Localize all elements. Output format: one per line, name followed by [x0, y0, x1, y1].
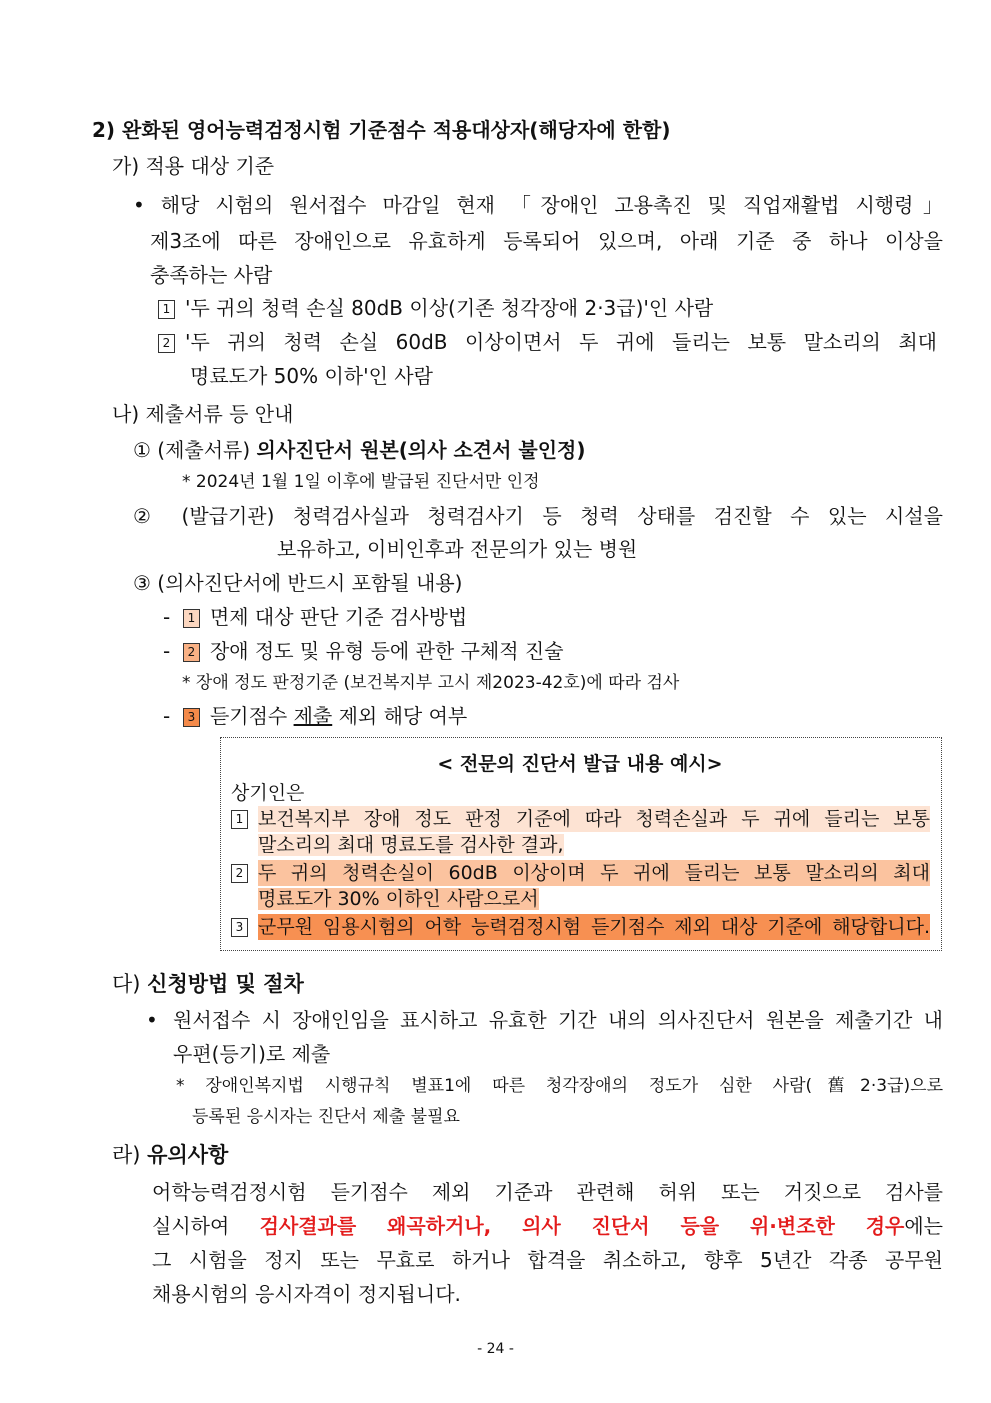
da-note: 등록된 응시자는 진단서 제출 불필요 — [192, 1107, 460, 1127]
subheading-ra — [112, 1141, 228, 1169]
ra-line — [152, 1212, 943, 1240]
dash-item-text: 면제 대상 판단 기준 검사방법 — [209, 605, 468, 629]
ga-item-text: 명료도가 50% 이하'인 사람 — [190, 364, 433, 388]
example-item-1-cont — [258, 832, 564, 858]
na-note: * 장애 정도 판정기준 (보건복지부 고시 제2023-42호)에 따라 검사 — [182, 673, 680, 693]
example-item-2 — [231, 860, 930, 886]
number-box: 2 — [183, 643, 200, 662]
subheading-prefix: 다) — [112, 972, 148, 996]
example-item-2-cont — [258, 886, 539, 912]
example-item-text: 명료도가 30% 이하인 사람으로서 — [258, 888, 539, 910]
dash: - — [163, 704, 171, 728]
na-dash-item — [163, 603, 467, 631]
subheading-ga: 가) 적용 대상 기준 — [112, 154, 275, 178]
ga-bullet-line: 제3조에 따른 장애인으로 유효하게 등록되어 있으며, 아래 기준 중 하나 이상을 — [150, 229, 943, 253]
da-line: 원서접수 시 장애인임을 표시하고 유효한 기간 내의 의사진단서 원본을 제출기간 내 — [173, 1008, 943, 1032]
number-box: 1 — [158, 300, 175, 319]
ga-item-1 — [158, 294, 713, 322]
ga-bullet-line: • 해당 시험의 원서접수 마감일 현재 「장애인 고용촉진 및 직업재활법 시행령」 — [133, 193, 943, 217]
dash-item-text: 장애 정도 및 유형 등에 관한 구체적 진술 — [209, 639, 564, 663]
page-number: - 24 - — [477, 1341, 514, 1357]
ra-line: 어학능력검정시험 듣기점수 제외 기준과 관련해 허위 또는 거짓으로 검사를 — [152, 1180, 943, 1204]
example-item-text: 보건복지부 장애 정도 판정 기준에 따라 청력손실과 두 귀에 들리는 보통 — [258, 808, 930, 830]
number-box: 2 — [231, 864, 248, 883]
na-note: * 2024년 1월 1일 이후에 발급된 진단서만 인정 — [182, 472, 540, 492]
number-box: 3 — [231, 918, 248, 937]
ga-item-text: '두 귀의 청력 손실 60dB 이상이면서 두 귀에 들리는 보통 말소리의 최대 — [185, 330, 937, 354]
subheading-bold: 신청방법 및 절차 — [147, 972, 304, 996]
dash-item-underlined: 제출 — [293, 704, 333, 728]
ra-line: 채용시험의 응시자격이 정지됩니다. — [152, 1282, 461, 1306]
example-title: < 전문의 진단서 발급 내용 예시> — [437, 753, 723, 775]
example-item-1 — [231, 806, 930, 832]
da-line: 우편(등기)로 제출 — [173, 1042, 331, 1066]
da-note: * 장애인복지법 시행규칙 별표1에 따른 청각장애의 정도가 심한 사람(舊2·3급)으로 — [176, 1076, 943, 1096]
subheading-na: 나) 제출서류 등 안내 — [112, 402, 294, 426]
number-box: 3 — [183, 708, 200, 727]
dash-item-text: 제외 해당 여부 — [332, 704, 468, 728]
ra-line: 그 시험을 정지 또는 무효로 하거나 합격을 취소하고, 향후 5년간 각종 공무원 — [152, 1248, 943, 1272]
ra-warning-text: 검사결과를 왜곡하거나, 의사 진단서 등을 위·변조한 경우 — [259, 1214, 905, 1238]
ra-text: 에는 — [904, 1214, 943, 1238]
dash: - — [163, 605, 171, 629]
dash-item-text: 듣기점수 — [209, 704, 294, 728]
example-item-text: 군무원 임용시험의 어학 능력검정시험 듣기점수 제외 대상 기준에 해당합니다. — [258, 916, 930, 938]
subheading-da — [112, 970, 304, 998]
subheading-prefix: 라) — [112, 1143, 148, 1167]
ga-item-2 — [158, 328, 943, 356]
dash: - — [163, 639, 171, 663]
da-bullet: • — [146, 1008, 158, 1032]
na-item-2-cont: 보유하고, 이비인후과 전문의가 있는 병원 — [277, 537, 638, 561]
number-box: 1 — [183, 609, 200, 628]
ga-bullet-line: 충족하는 사람 — [150, 263, 273, 287]
na-item-label: ① (제출서류) — [133, 438, 257, 462]
example-item-3 — [231, 914, 930, 940]
na-dash-item — [163, 702, 467, 730]
na-dash-item — [163, 637, 564, 665]
subheading-bold: 유의사항 — [147, 1143, 229, 1167]
section-heading: 2) 완화된 영어능력검정시험 기준점수 적용대상자(해당자에 한함) — [92, 118, 671, 142]
number-box: 2 — [158, 334, 175, 353]
example-box — [220, 737, 942, 951]
example-intro: 상기인은 — [231, 782, 305, 804]
example-item-text: 두 귀의 청력손실이 60dB 이상이며 두 귀에 들리는 보통 말소리의 최대 — [258, 862, 930, 884]
ga-item-text: '두 귀의 청력 손실 80dB 이상(기존 청각장애 2·3급)'인 사람 — [185, 296, 714, 320]
na-item-bold: 의사진단서 원본(의사 소견서 불인정) — [256, 438, 586, 462]
na-item-2: ② (발급기관) 청력검사실과 청력검사기 등 청력 상태를 검진할 수 있는 시설을 — [133, 504, 943, 528]
na-item-3: ③ (의사진단서에 반드시 포함될 내용) — [133, 571, 463, 595]
example-item-text: 말소리의 최대 명료도를 검사한 결과, — [258, 834, 564, 856]
ra-text: 실시하여 — [152, 1214, 260, 1238]
na-item-1 — [133, 436, 586, 464]
number-box: 1 — [231, 810, 248, 829]
